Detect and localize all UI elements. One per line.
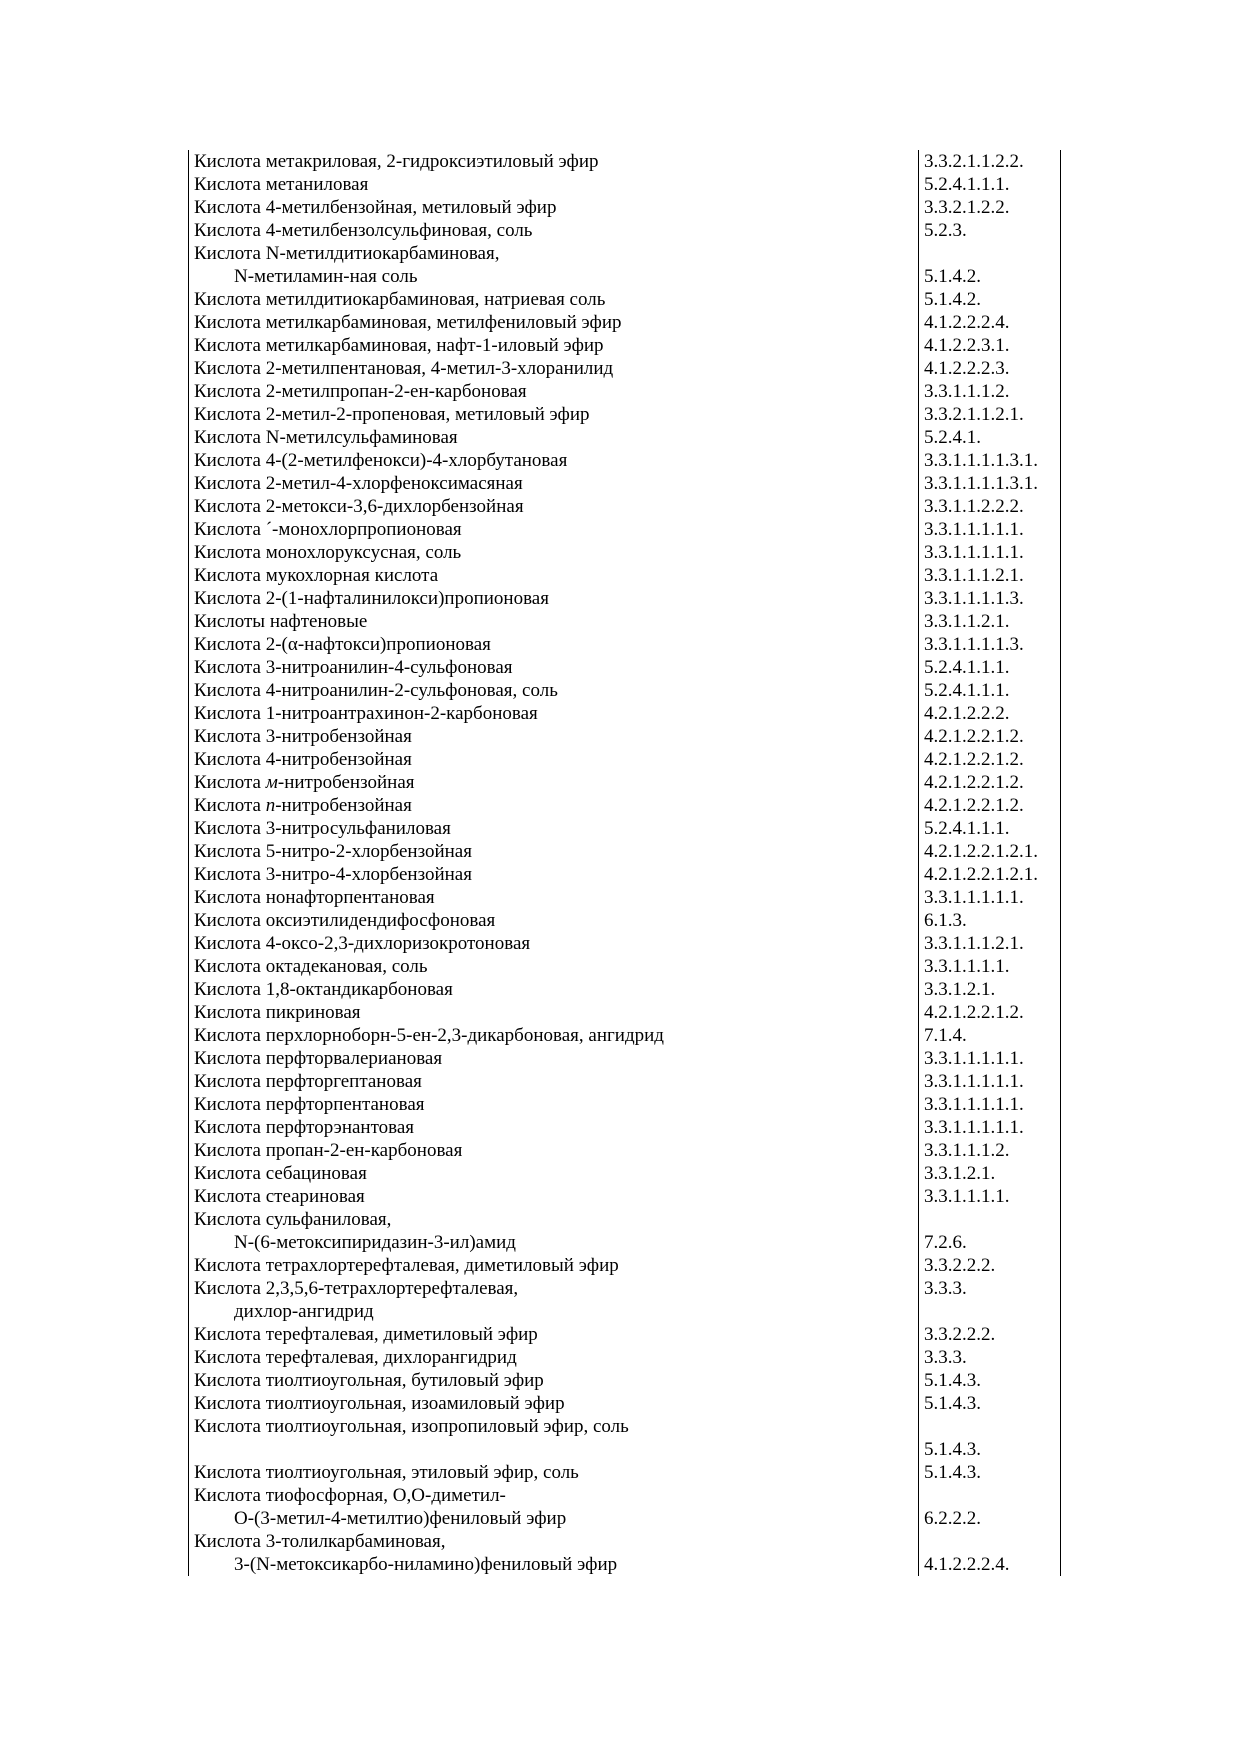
index-row xyxy=(189,1461,1061,1484)
section-ref: 4.1.2.2.2.4. xyxy=(924,312,1010,333)
compound-name-cell xyxy=(189,1047,919,1070)
section-ref-cell xyxy=(919,817,1061,840)
compound-name: Кислота метилдитиокарбаминовая, натриевая соль xyxy=(194,289,606,310)
section-ref-cell xyxy=(919,1323,1061,1346)
compound-name-cell xyxy=(189,840,919,863)
compound-name-cell xyxy=(189,702,919,725)
compound-name-cell xyxy=(189,311,919,334)
compound-name: Кислота ´-монохлорпропионовая xyxy=(194,519,462,540)
index-row xyxy=(189,1415,1061,1461)
compound-name: Кислота тетрахлортерефталевая, диметиловый эфир xyxy=(194,1255,619,1276)
section-ref-cell xyxy=(919,518,1061,541)
section-ref: 3.3.1.1.1.2. xyxy=(924,1140,1010,1161)
index-row xyxy=(189,219,1061,242)
compound-name: Кислота 4-оксо-2,3-дихлоризокротоновая xyxy=(194,933,531,954)
compound-name: Кислота метилкарбаминовая, метилфениловый эфир xyxy=(194,312,622,333)
compound-name-cell xyxy=(189,449,919,472)
index-row xyxy=(189,357,1061,380)
section-ref: 5.2.4.1.1.1. xyxy=(924,174,1010,195)
compound-name: Кислота пикриновая xyxy=(194,1002,361,1023)
index-row xyxy=(189,978,1061,1001)
section-ref-cell xyxy=(919,978,1061,1001)
compound-name: Кислота 3-нитросульфаниловая xyxy=(194,818,451,839)
index-row xyxy=(189,1093,1061,1116)
section-ref: 4.2.1.2.2.1.2. xyxy=(924,726,1024,747)
compound-name-cell xyxy=(189,173,919,196)
section-ref: 5.1.4.2. xyxy=(924,289,981,310)
compound-name: Кислота тиофосфорная, О,О-диметил- xyxy=(194,1485,506,1506)
compound-name-cell xyxy=(189,1208,919,1254)
index-table xyxy=(188,150,1061,1576)
compound-name: Кислота 1-нитроантрахинон-2-карбоновая xyxy=(194,703,538,724)
index-row xyxy=(189,863,1061,886)
compound-name-cell xyxy=(189,1323,919,1346)
section-ref-cell xyxy=(919,656,1061,679)
section-ref-cell xyxy=(919,1369,1061,1392)
section-ref: 3.3.2.2.2. xyxy=(924,1255,996,1276)
section-ref: 3.3.1.1.1.1.1. xyxy=(924,1117,1024,1138)
section-ref-cell xyxy=(919,541,1061,564)
index-row xyxy=(189,564,1061,587)
section-ref-cell xyxy=(919,909,1061,932)
index-row xyxy=(189,472,1061,495)
compound-name-cell xyxy=(189,1116,919,1139)
section-ref: 4.2.1.2.2.1.2.1. xyxy=(924,864,1038,885)
compound-name-cell xyxy=(189,334,919,357)
compound-name-cell xyxy=(189,771,919,794)
section-ref: 3.3.1.1.1.1.1. xyxy=(924,1094,1024,1115)
compound-name: Кислота перфторвалериановая xyxy=(194,1048,443,1069)
index-row xyxy=(189,541,1061,564)
index-row xyxy=(189,840,1061,863)
compound-name xyxy=(194,771,918,794)
compound-name: Кислота 1,8-октандикарбоновая xyxy=(194,979,453,1000)
section-ref-cell xyxy=(919,610,1061,633)
section-ref: 4.2.1.2.2.1.2. xyxy=(924,1002,1024,1023)
compound-name: Кислота терефталевая, диметиловый эфир xyxy=(194,1324,538,1345)
index-row xyxy=(189,311,1061,334)
index-row xyxy=(189,725,1061,748)
compound-name-cell xyxy=(189,633,919,656)
section-ref: 7.2.6. xyxy=(924,1232,967,1253)
section-ref-cell xyxy=(919,1415,1061,1461)
section-ref: 4.1.2.2.3.1. xyxy=(924,335,1010,356)
index-row xyxy=(189,679,1061,702)
section-ref-cell xyxy=(919,380,1061,403)
compound-name-cell xyxy=(189,564,919,587)
index-row xyxy=(189,150,1061,173)
compound-name-continuation: N-метиламин-ная соль xyxy=(234,266,418,287)
index-row xyxy=(189,196,1061,219)
section-ref-cell xyxy=(919,1024,1061,1047)
section-ref: 5.2.4.1. xyxy=(924,427,981,448)
compound-name-continuation: 3-(N-метоксикарбо-ниламино)фениловый эфир xyxy=(234,1554,618,1575)
section-ref: 3.3.2.1.1.2.2. xyxy=(924,151,1024,172)
compound-name-cell xyxy=(189,219,919,242)
compound-name-cell xyxy=(189,1392,919,1415)
section-ref: 3.3.1.1.1.1.3.1. xyxy=(924,473,1038,494)
compound-name: Кислота 2-(α-нафтокси)пропионовая xyxy=(194,634,491,655)
section-ref: 4.2.1.2.2.1.2.1. xyxy=(924,841,1038,862)
index-row xyxy=(189,1116,1061,1139)
compound-name-continuation: дихлор-ангидрид xyxy=(234,1301,374,1322)
section-ref-cell xyxy=(919,863,1061,886)
index-row xyxy=(189,771,1061,794)
section-ref-cell xyxy=(919,725,1061,748)
section-ref: 3.3.2.1.2.2. xyxy=(924,197,1010,218)
section-ref: 3.3.1.1.1.1.3. xyxy=(924,634,1024,655)
index-row xyxy=(189,449,1061,472)
section-ref: 3.3.1.1.1.1. xyxy=(924,956,1010,977)
section-ref-cell xyxy=(919,1254,1061,1277)
compound-name-cell xyxy=(189,725,919,748)
index-row xyxy=(189,909,1061,932)
section-ref: 7.1.4. xyxy=(924,1025,967,1046)
section-ref-cell xyxy=(919,472,1061,495)
index-row xyxy=(189,403,1061,426)
section-ref-cell xyxy=(919,1484,1061,1530)
compound-name: Кислота мукохлорная кислота xyxy=(194,565,439,586)
index-row xyxy=(189,1024,1061,1047)
section-ref-cell xyxy=(919,1001,1061,1024)
compound-name: Кислота 2-метокси-3,6-дихлорбензойная xyxy=(194,496,524,517)
index-row xyxy=(189,242,1061,288)
compound-name-cell xyxy=(189,196,919,219)
section-ref: 3.3.3. xyxy=(924,1347,967,1368)
index-row xyxy=(189,1484,1061,1530)
compound-name: Кислота тиолтиоугольная, бутиловый эфир xyxy=(194,1370,544,1391)
compound-name-cell xyxy=(189,1484,919,1530)
compound-name-cell xyxy=(189,817,919,840)
index-row xyxy=(189,518,1061,541)
index-row xyxy=(189,1392,1061,1415)
index-table-body xyxy=(189,150,1061,1576)
compound-name-cell xyxy=(189,357,919,380)
section-ref: 5.1.4.2. xyxy=(924,266,981,287)
section-ref-cell xyxy=(919,564,1061,587)
compound-name: Кислота оксиэтилидендифосфоновая xyxy=(194,910,496,931)
compound-name: Кислота 2,3,5,6-тетрахлортерефталевая, xyxy=(194,1278,519,1299)
compound-name: Кислота стеариновая xyxy=(194,1186,365,1207)
compound-name-cell xyxy=(189,656,919,679)
section-ref: 4.2.1.2.2.1.2. xyxy=(924,772,1024,793)
compound-name: Кислота 2-метил-4-хлорфеноксимасяная xyxy=(194,473,523,494)
section-ref-cell xyxy=(919,1162,1061,1185)
compound-name: Кислота 4-метилбензолсульфиновая, соль xyxy=(194,220,533,241)
index-row xyxy=(189,1277,1061,1323)
section-ref: 5.1.4.3. xyxy=(924,1439,981,1460)
index-row xyxy=(189,1530,1061,1576)
section-ref-cell xyxy=(919,1208,1061,1254)
compound-name-cell xyxy=(189,587,919,610)
compound-name: Кислота 3-толилкарбаминовая, xyxy=(194,1531,446,1552)
compound-name: Кислота тиолтиоугольная, этиловый эфир, соль xyxy=(194,1462,579,1483)
compound-name: Кислоты нафтеновые xyxy=(194,611,368,632)
index-row xyxy=(189,1323,1061,1346)
compound-name: Кислота N-метилсульфаминовая xyxy=(194,427,458,448)
index-row xyxy=(189,1346,1061,1369)
index-row xyxy=(189,794,1061,817)
compound-name-cell xyxy=(189,794,919,817)
compound-name-cell xyxy=(189,403,919,426)
index-row xyxy=(189,1369,1061,1392)
compound-name: Кислота 3-нитро-4-хлорбензойная xyxy=(194,864,472,885)
compound-name: Кислота 2-метилпропан-2-ен-карбоновая xyxy=(194,381,527,402)
compound-name-continuation: О-(3-метил-4-метилтио)фениловый эфир xyxy=(234,1508,567,1529)
index-row xyxy=(189,656,1061,679)
section-ref-cell xyxy=(919,1139,1061,1162)
compound-name: Кислота 3-нитроанилин-4-сульфоновая xyxy=(194,657,513,678)
compound-name: Кислота 3-нитробензойная xyxy=(194,726,412,747)
compound-name-cell xyxy=(189,495,919,518)
section-ref-cell xyxy=(919,633,1061,656)
compound-name: Кислота сульфаниловая, xyxy=(194,1209,392,1230)
compound-name-cell xyxy=(189,380,919,403)
compound-name: Кислота терефталевая, дихлорангидрид xyxy=(194,1347,517,1368)
compound-name: Кислота нонафторпентановая xyxy=(194,887,435,908)
index-row xyxy=(189,1208,1061,1254)
section-ref: 3.3.2.2.2. xyxy=(924,1324,996,1345)
section-ref-cell xyxy=(919,173,1061,196)
section-ref-cell xyxy=(919,702,1061,725)
index-row xyxy=(189,886,1061,909)
compound-name: Кислота N-метилдитиокарбаминовая, xyxy=(194,243,500,264)
section-ref: 3.3.1.2.1. xyxy=(924,1163,996,1184)
index-row xyxy=(189,1254,1061,1277)
section-ref-cell xyxy=(919,1530,1061,1576)
section-ref: 3.3.1.1.1.1.3.1. xyxy=(924,450,1038,471)
section-ref: 5.2.4.1.1.1. xyxy=(924,657,1010,678)
section-ref-cell xyxy=(919,1346,1061,1369)
compound-name-cell xyxy=(189,472,919,495)
section-ref: 5.2.3. xyxy=(924,220,967,241)
index-row xyxy=(189,587,1061,610)
compound-name-cell xyxy=(189,1093,919,1116)
section-ref-cell xyxy=(919,219,1061,242)
compound-name-cell xyxy=(189,150,919,173)
compound-name-cell xyxy=(189,242,919,288)
compound-name-cell xyxy=(189,1254,919,1277)
section-ref: 3.3.1.1.1.1. xyxy=(924,1186,1010,1207)
section-ref: 5.1.4.3. xyxy=(924,1393,981,1414)
index-row xyxy=(189,334,1061,357)
index-row xyxy=(189,633,1061,656)
compound-name: Кислота 4-нитроанилин-2-сульфоновая, соль xyxy=(194,680,558,701)
section-ref-cell xyxy=(919,357,1061,380)
compound-name: Кислота 2-метил-2-пропеновая, метиловый эфир xyxy=(194,404,590,425)
index-row xyxy=(189,380,1061,403)
section-ref: 4.1.2.2.2.4. xyxy=(924,1554,1010,1575)
compound-name: Кислота 5-нитро-2-хлорбензойная xyxy=(194,841,472,862)
compound-name-prefix: Кислота xyxy=(194,795,266,816)
index-row xyxy=(189,1001,1061,1024)
section-ref: 5.1.4.3. xyxy=(924,1370,981,1391)
compound-name-cell xyxy=(189,679,919,702)
compound-name-cell xyxy=(189,518,919,541)
section-ref-cell xyxy=(919,748,1061,771)
section-ref: 3.3.1.1.2.1. xyxy=(924,611,1010,632)
section-ref: 4.1.2.2.2.3. xyxy=(924,358,1010,379)
compound-name-cell xyxy=(189,1139,919,1162)
compound-name-cell xyxy=(189,886,919,909)
section-ref-cell xyxy=(919,242,1061,288)
index-row xyxy=(189,495,1061,518)
index-row xyxy=(189,1070,1061,1093)
compound-name-cell xyxy=(189,863,919,886)
compound-name-cell xyxy=(189,288,919,311)
section-ref: 3.3.1.1.1.2.1. xyxy=(924,933,1024,954)
section-ref: 6.1.3. xyxy=(924,910,967,931)
section-ref: 3.3.1.1.1.1.1. xyxy=(924,1048,1024,1069)
section-ref-cell xyxy=(919,840,1061,863)
compound-name-cell xyxy=(189,1185,919,1208)
section-ref: 3.3.1.1.1.2.1. xyxy=(924,565,1024,586)
compound-name-prefix: Кислота xyxy=(194,772,266,793)
index-row xyxy=(189,955,1061,978)
index-row xyxy=(189,1139,1061,1162)
compound-name-cell xyxy=(189,955,919,978)
compound-name-continuation xyxy=(194,1438,918,1461)
compound-name-continuation: N-(6-метоксипиридазин-3-ил)амид xyxy=(234,1232,516,1253)
index-row xyxy=(189,932,1061,955)
section-ref-cell xyxy=(919,1461,1061,1484)
compound-name: Кислота 2-(1-нафталинилокси)пропионовая xyxy=(194,588,549,609)
section-ref: 3.3.1.2.1. xyxy=(924,979,996,1000)
section-ref: 6.2.2.2. xyxy=(924,1508,981,1529)
compound-name-cell xyxy=(189,1461,919,1484)
section-ref-cell xyxy=(919,932,1061,955)
compound-name: Кислота 4-метилбензойная, метиловый эфир xyxy=(194,197,557,218)
section-ref: 4.2.1.2.2.1.2. xyxy=(924,749,1024,770)
compound-name-cell xyxy=(189,1346,919,1369)
compound-name-suffix: -нитробензойная xyxy=(277,772,415,793)
compound-name-cell xyxy=(189,1369,919,1392)
compound-name-cell xyxy=(189,1024,919,1047)
section-ref-cell xyxy=(919,1277,1061,1323)
section-ref: 3.3.1.1.2.2.2. xyxy=(924,496,1024,517)
index-row xyxy=(189,1185,1061,1208)
compound-name-cell xyxy=(189,1070,919,1093)
compound-name: Кислота 4-(2-метилфенокси)-4-хлорбутановая xyxy=(194,450,568,471)
compound-name: Кислота перфторгептановая xyxy=(194,1071,422,1092)
compound-name: Кислота себациновая xyxy=(194,1163,367,1184)
compound-name: Кислота 2-метилпентановая, 4-метил-3-хлоранилид xyxy=(194,358,614,379)
section-ref-cell xyxy=(919,955,1061,978)
compound-name: Кислота перфторпентановая xyxy=(194,1094,425,1115)
section-ref-cell xyxy=(919,495,1061,518)
section-ref-cell xyxy=(919,1047,1061,1070)
compound-name: Кислота тиолтиоугольная, изопропиловый эфир, соль xyxy=(194,1416,629,1437)
compound-name-cell xyxy=(189,909,919,932)
section-ref-cell xyxy=(919,679,1061,702)
index-row xyxy=(189,817,1061,840)
section-ref: 3.3.3. xyxy=(924,1278,967,1299)
compound-name xyxy=(194,794,918,817)
compound-name: Кислота метакриловая, 2-гидроксиэтиловый эфир xyxy=(194,151,599,172)
section-ref: 4.2.1.2.2.2. xyxy=(924,703,1010,724)
section-ref-cell xyxy=(919,150,1061,173)
section-ref-cell xyxy=(919,1185,1061,1208)
compound-name: Кислота пропан-2-ен-карбоновая xyxy=(194,1140,463,1161)
compound-name-cell xyxy=(189,610,919,633)
compound-name: Кислота метилкарбаминовая, нафт-1-иловый эфир xyxy=(194,335,604,356)
compound-name-cell xyxy=(189,1415,919,1461)
compound-name: Кислота октадекановая, соль xyxy=(194,956,428,977)
section-ref: 3.3.1.1.1.2. xyxy=(924,381,1010,402)
compound-name: Кислота тиолтиоугольная, изоамиловый эфир xyxy=(194,1393,565,1414)
section-ref-cell xyxy=(919,587,1061,610)
compound-name: Кислота перфторэнантовая xyxy=(194,1117,415,1138)
index-row xyxy=(189,173,1061,196)
compound-name: Кислота 4-нитробензойная xyxy=(194,749,412,770)
index-row xyxy=(189,288,1061,311)
section-ref: 3.3.1.1.1.1.1. xyxy=(924,542,1024,563)
index-row xyxy=(189,702,1061,725)
section-ref: 5.2.4.1.1.1. xyxy=(924,818,1010,839)
section-ref: 5.2.4.1.1.1. xyxy=(924,680,1010,701)
compound-name-cell xyxy=(189,426,919,449)
section-ref-cell xyxy=(919,1116,1061,1139)
compound-name-suffix: -нитробензойная xyxy=(275,795,412,816)
compound-name-cell xyxy=(189,1530,919,1576)
compound-name-cell xyxy=(189,1001,919,1024)
compound-name-cell xyxy=(189,1162,919,1185)
compound-name-italic: n xyxy=(265,795,276,816)
section-ref-cell xyxy=(919,794,1061,817)
section-ref: 5.1.4.3. xyxy=(924,1462,981,1483)
section-ref-cell xyxy=(919,449,1061,472)
section-ref: 3.3.1.1.1.1.3. xyxy=(924,588,1024,609)
compound-name: Кислота монохлоруксусная, соль xyxy=(194,542,462,563)
compound-name: Кислота перхлорноборн-5-ен-2,3-дикарбоновая, ангидрид xyxy=(194,1025,664,1046)
section-ref: 3.3.1.1.1.1.1. xyxy=(924,1071,1024,1092)
section-ref-cell xyxy=(919,334,1061,357)
index-row xyxy=(189,426,1061,449)
compound-name-italic: м xyxy=(265,772,278,793)
index-row xyxy=(189,610,1061,633)
section-ref: 3.3.2.1.1.2.1. xyxy=(924,404,1024,425)
compound-name-cell xyxy=(189,932,919,955)
index-row xyxy=(189,1047,1061,1070)
section-ref-cell xyxy=(919,1070,1061,1093)
section-ref-cell xyxy=(919,1392,1061,1415)
compound-name-cell xyxy=(189,541,919,564)
compound-name: Кислота метаниловая xyxy=(194,174,369,195)
section-ref-cell xyxy=(919,1093,1061,1116)
section-ref-cell xyxy=(919,886,1061,909)
section-ref-cell xyxy=(919,196,1061,219)
section-ref: 3.3.1.1.1.1.1. xyxy=(924,887,1024,908)
section-ref: 3.3.1.1.1.1.1. xyxy=(924,519,1024,540)
section-ref-cell xyxy=(919,403,1061,426)
section-ref-cell xyxy=(919,311,1061,334)
section-ref: 4.2.1.2.2.1.2. xyxy=(924,795,1024,816)
section-ref-cell xyxy=(919,771,1061,794)
section-ref-cell xyxy=(919,288,1061,311)
compound-name-cell xyxy=(189,748,919,771)
compound-name-cell xyxy=(189,1277,919,1323)
section-ref-cell xyxy=(919,426,1061,449)
index-row xyxy=(189,1162,1061,1185)
compound-name-cell xyxy=(189,978,919,1001)
index-row xyxy=(189,748,1061,771)
